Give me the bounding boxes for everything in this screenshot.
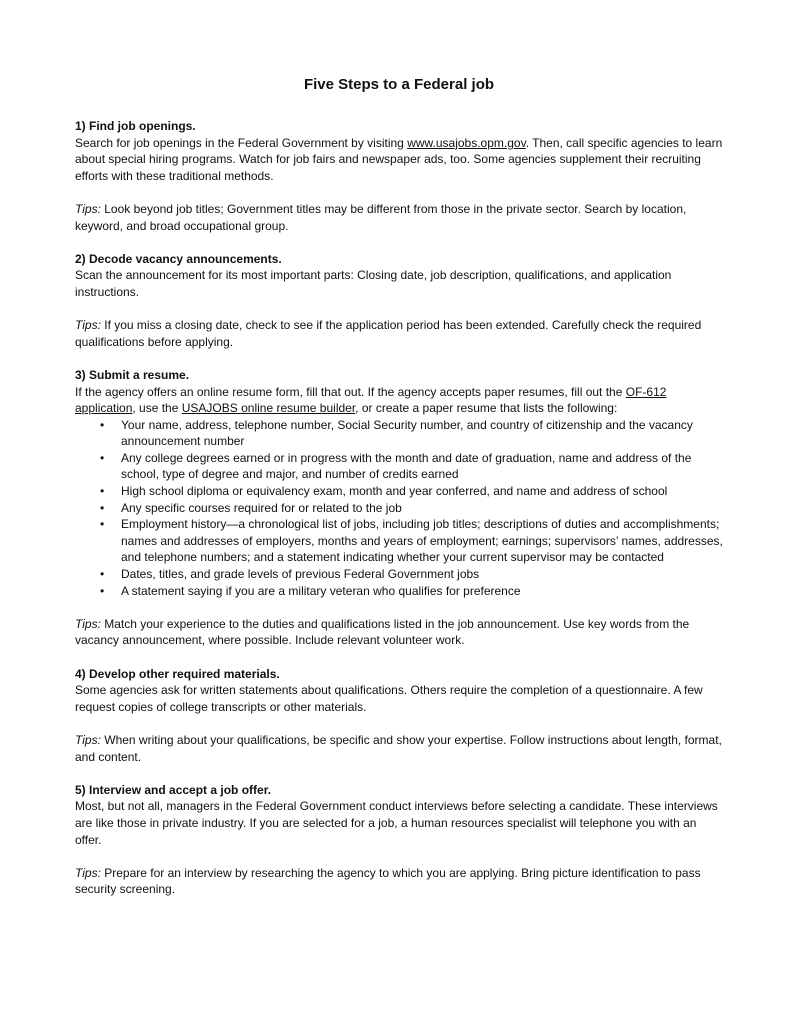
step-4-tip-label: Tips:: [75, 732, 101, 747]
list-item-text: Any college degrees earned or in progress with the month and date of graduation, name and address of the school, type of degree and major, and number of credits earned: [121, 450, 692, 482]
step-1-heading: 1) Find job openings.: [75, 119, 196, 133]
bullet-icon: •: [100, 500, 105, 515]
list-item-text: A statement saying if you are a military veteran who qualifies for preference: [121, 583, 521, 598]
step-4-heading: 4) Develop other required materials.: [75, 666, 280, 681]
usajobs-link[interactable]: www.usajobs.opm.gov: [407, 135, 526, 150]
step-2-heading: 2) Decode vacancy announcements.: [75, 251, 282, 266]
step-3-section: [75, 367, 723, 649]
step-3-tip: [75, 616, 723, 649]
step-5-tip: [75, 865, 723, 898]
usajobs-resume-builder-link[interactable]: USAJOBS online resume builder: [181, 401, 356, 416]
list-item: [100, 500, 723, 517]
step-2-tip-label: Tips:: [75, 318, 101, 333]
list-item: [100, 566, 723, 583]
step-4-text: Some agencies ask for written statements about qualifications. Others require the completion of a questionnaire. A few request copies of college transcripts or other materials.: [75, 683, 703, 714]
step-5-heading: 5) Interview and accept a job offer.: [75, 782, 272, 797]
step-1-text-after: . Then, call specific agencies to learn about special hiring programs. Watch for job fairs and newspaper ads, too. Some agencies supplement their recruiting efforts with these traditional methods.: [75, 135, 723, 183]
step-4-tip-text: When writing about your qualifications, be specific and show your expertise. Follow instructions about length, format, and content.: [75, 732, 722, 764]
step-5-section: [75, 782, 723, 898]
step-3-heading: 3) Submit a resume.: [75, 367, 190, 382]
list-item-text: Employment history—a chronological list of jobs, including job titles; descriptions of duties and accomplishments; names and addresses of employers, months and years of employment; earnings; supervisors’ names, addresses, and telephone numbers; and a statement indicating whether your current supervisor may be contacted: [121, 517, 723, 565]
list-item-text: Dates, titles, and grade levels of previous Federal Government jobs: [121, 567, 480, 582]
list-item-text: Your name, address, telephone number, Social Security number, and country of citizenship and the vacancy announcement number: [121, 417, 693, 449]
step-5-tip-text: Prepare for an interview by researching the agency to which you are applying. Bring picture identification to pass security screening.: [75, 865, 701, 897]
step-1-tip: [75, 201, 723, 234]
list-item: [100, 450, 723, 483]
resume-requirements-list: [75, 417, 723, 600]
document-page: [75, 76, 723, 915]
list-item-text: Any specific courses required for or related to the job: [121, 500, 402, 515]
page-title: Five Steps to a Federal job: [303, 76, 495, 93]
step-2-text: Scan the announcement for its most important parts: Closing date, job description, qualifications, and application instructions.: [75, 268, 672, 299]
step-3-text: [75, 384, 723, 417]
step-2-tip: [75, 317, 723, 350]
step-1-text: [75, 135, 723, 185]
bullet-icon: •: [100, 450, 105, 465]
list-item: [100, 583, 723, 600]
step-3-tip-label: Tips:: [75, 616, 101, 631]
list-item: [100, 417, 723, 450]
step-1-text-before: Search for job openings in the Federal Government by visiting: [75, 135, 408, 150]
bullet-icon: •: [100, 517, 105, 532]
step-2-section: [75, 251, 723, 351]
step-3-text-part2: , use the: [132, 401, 182, 416]
of-612-application-link[interactable]: OF-612 application: [75, 384, 667, 416]
bullet-icon: •: [100, 417, 105, 432]
list-item: [100, 483, 723, 500]
step-1-tip-label: Tips:: [75, 201, 101, 216]
step-2-tip-text: If you miss a closing date, check to see if the application period has been extended. Carefully check the required qualifications before applying.: [75, 318, 702, 349]
step-4-section: [75, 666, 723, 766]
list-item: [100, 516, 723, 566]
step-3-tip-text: Match your experience to the duties and qualifications listed in the job announcement. Use key words from the vacancy announcement, where possible. Include relevant volunteer work.: [75, 616, 690, 648]
step-1-section: [75, 118, 723, 234]
bullet-icon: •: [100, 484, 105, 499]
step-4-tip: [75, 732, 723, 765]
step-1-tip-text: Look beyond job titles; Government titles may be different from those in the private sector. Search by location, keyword, and broad occupational group.: [75, 201, 687, 233]
list-item-text: High school diploma or equivalency exam, month and year conferred, and name and address of school: [121, 484, 668, 499]
step-5-tip-label: Tips:: [75, 865, 101, 880]
bullet-icon: •: [100, 567, 105, 582]
step-3-text-part3: , or create a paper resume that lists the following:: [355, 401, 618, 416]
bullet-icon: •: [100, 583, 105, 598]
step-3-text-part1: If the agency offers an online resume form, fill that out. If the agency accepts paper resumes, fill out the: [75, 384, 626, 399]
step-5-text: Most, but not all, managers in the Federal Government conduct interviews before selecting a candidate. These interviews are like those in private industry. If you are selected for a job, a human resources specialist will telephone you with an offer.: [75, 799, 718, 847]
